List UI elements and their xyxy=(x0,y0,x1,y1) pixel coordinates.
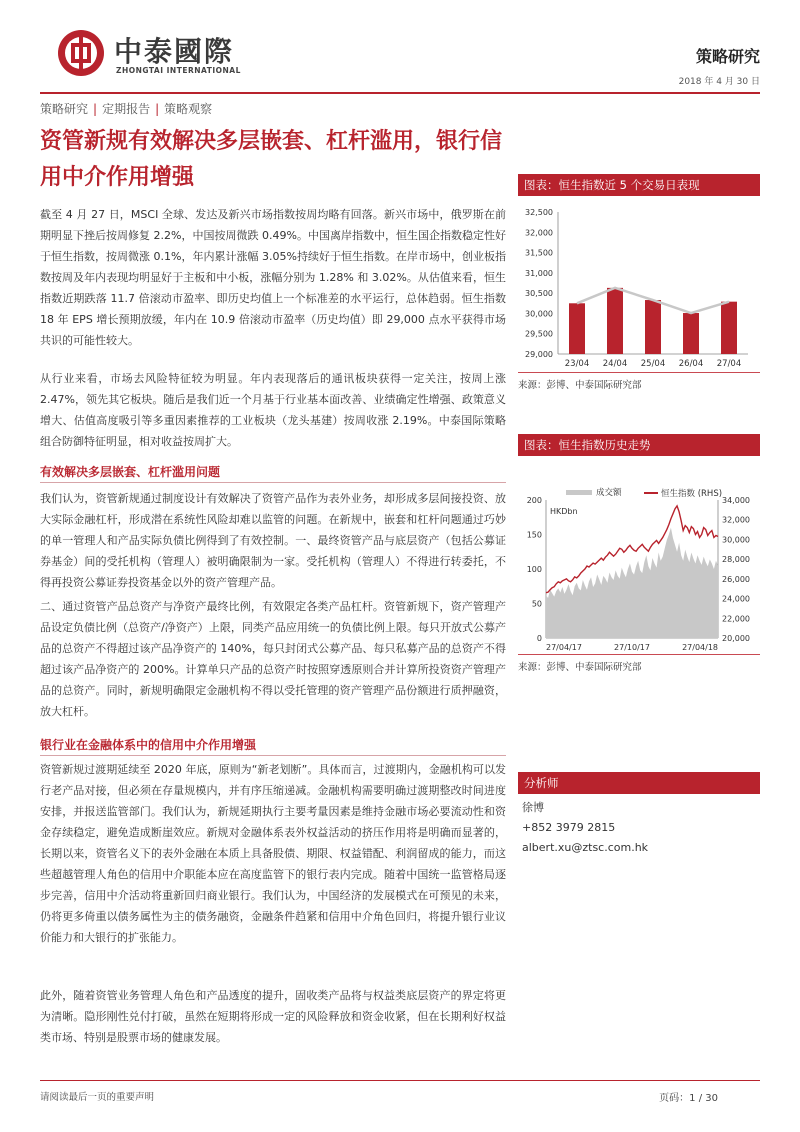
chart2-left-tick-label: 150 xyxy=(526,530,542,540)
chart1-y-tick-label: 32,000 xyxy=(525,228,553,238)
chart1-y-tick-label: 30,000 xyxy=(525,309,553,319)
chart2-source: 来源：彭博、中泰国际研究部 xyxy=(518,662,642,673)
chart1-heading: 图表：恒生指数近 5 个交易日表现 xyxy=(518,174,760,196)
footer-divider xyxy=(40,1080,760,1081)
chart1-y-tick-label: 30,500 xyxy=(525,289,553,299)
breadcrumb-separator: | xyxy=(155,102,160,116)
chart1-y-tick-label: 29,000 xyxy=(525,350,553,359)
analyst-name: 徐博 xyxy=(522,801,544,814)
chart1-bar xyxy=(569,303,585,354)
chart2-panel xyxy=(518,434,760,673)
chart1-panel xyxy=(518,174,760,391)
paragraph-nesting: 我们认为，资管新规通过制度设计有效解决了资管产品作为表外业务，却形成多层间接投资、放大实际金融杠杆，形成潜在系统性风险却难以监管的问题。在新规中，嵌套和杠杆问题通过巧妙的单一管理人和产品实际负债比例得到了有效控制。一、最终资管产品与底层资产（包括公募证券基金）间的受托机构（管理人）被明确限制为一家。受托机构（管理人）不得进行转委托，不得再投资公募证券投资基金以外的资产管理产品。 xyxy=(40,492,506,589)
chart2-right-tick-label: 20,000 xyxy=(722,634,750,643)
chart1-y-tick-label: 31,000 xyxy=(525,268,553,278)
paragraph-leverage-ratio: 二、通过资管产品总资产与净资产最终比例，有效限定各类产品杠杆。资管新规下，资产管理产品设定负债比例（总资产/净资产）上限，同类产品应用统一的负债比例上限。每只开放式公募产品的总资产不得超过该产品净资产的 140%，每只封闭式公募产品、每只私募产品的总资产不得超过该产品净资产的 200%。计算单只产品的总资产时按照穿透原则合并计算所投资资产管理产品的总资产。同时，新规明确限定金融机构不得以受托管理的资产管理产品份额进行质押融资，放大杠杆。 xyxy=(40,600,506,718)
chart2-right-tick-label: 22,000 xyxy=(722,614,750,624)
chart2-area-chart xyxy=(518,456,760,654)
chart1-bar xyxy=(721,302,737,354)
chart1-bar xyxy=(683,313,699,354)
chart1-x-tick-label: 26/04 xyxy=(678,359,704,369)
analyst-details xyxy=(518,794,760,858)
chart2-x-tick-label: 27/10/17 xyxy=(614,643,650,652)
paragraph-market-overview: 截至 4 月 27 日，MSCI 全球、发达及新兴市场指数按周均略有回落。新兴市场中，俄罗斯在前期明显下挫后按周修复 2.2%，中国按周微跌 0.49%。中国离岸指数中，恒生国企指数稳定性好于恒生指数，按周微涨 0.1%，年内累计涨幅 3.05%持续好于恒生指数。在岸市场中，创业板指数按周及年内表现均明显好于主板和中小板，涨幅分别为 1.28% 和 3.02%。从估值来看，恒生指数近期跌落 11.7 倍滚动市盈率、即历史均值上一个标准差的水平运行，总体趋弱。恒生指数 18 年 EPS 增长预期放缓，年内在 10.9 倍滚动市盈率（历史均值）即 29,000 点水平获得市场共识的可能性较大。 xyxy=(40,208,506,347)
footer-disclaimer: 请阅读最后一页的重要声明 xyxy=(40,1092,155,1103)
chart2-right-tick-label: 24,000 xyxy=(722,594,750,604)
chart2-x-tick-label: 27/04/17 xyxy=(546,643,582,652)
section-heading-underline xyxy=(40,755,506,756)
section-heading-leverage: 有效解决多层嵌套、杠杆滥用问题 xyxy=(40,465,221,479)
zhongtai-logo-icon xyxy=(56,28,106,78)
chart1-x-tick-label: 24/04 xyxy=(602,359,628,369)
analyst-heading: 分析师 xyxy=(518,772,760,794)
document-type: 策略研究 xyxy=(695,47,760,66)
chart1-bar-chart xyxy=(518,196,760,372)
chart1-y-tick-label: 31,500 xyxy=(525,248,553,258)
section-heading-bank-credit: 银行业在金融体系中的信用中介作用增强 xyxy=(40,738,257,752)
page-title: 资管新规有效解决多层嵌套、杠杆滥用，银行信用中介作用增强 xyxy=(40,129,503,190)
chart1-x-tick-label: 25/04 xyxy=(640,359,666,369)
chart1-source: 来源：彭博、中泰国际研究部 xyxy=(518,380,642,391)
breadcrumb-item: 策略研究 xyxy=(40,102,89,116)
page-header xyxy=(40,22,760,92)
chart2-x-tick-label: 27/04/18 xyxy=(682,643,718,652)
chart2-volume-area xyxy=(546,528,718,638)
document-date: 2018 年 4 月 30 日 xyxy=(678,77,760,87)
chart2-right-tick-label: 34,000 xyxy=(722,496,750,505)
chart1-bar xyxy=(607,288,623,354)
section-heading-underline xyxy=(40,482,506,483)
chart2-heading: 图表：恒生指数历史走势 xyxy=(518,434,760,456)
analyst-phone: +852 3979 2815 xyxy=(522,821,616,834)
breadcrumb-item: 定期报告 xyxy=(102,102,151,116)
analyst-email[interactable]: albert.xu@ztsc.com.hk xyxy=(522,841,649,854)
breadcrumb-separator: | xyxy=(93,102,98,116)
paragraph-outlook: 此外，随着资管业务管理人角色和产品透度的提升，固收类产品将与权益类底层资产的界定将更为清晰。隐形刚性兑付打破，虽然在短期将形成一定的风险释放和资金收紧，但在长期利好权益类市场、特别是股票市场的健康发展。 xyxy=(40,989,506,1044)
chart1-y-tick-label: 29,500 xyxy=(525,329,553,339)
chart2-divider xyxy=(518,654,760,655)
chart2-right-tick-label: 28,000 xyxy=(722,555,750,565)
chart2-legend-volume-swatch xyxy=(566,490,592,495)
chart2-right-tick-label: 32,000 xyxy=(722,515,750,525)
chart2-right-tick-label: 26,000 xyxy=(722,574,750,584)
analyst-panel xyxy=(518,772,760,858)
breadcrumb-item: 策略观察 xyxy=(164,102,213,116)
chart2-left-tick-label: 200 xyxy=(526,496,542,505)
logo-chinese-name: 中泰國際 xyxy=(114,35,235,68)
paragraph-sector-overview: 从行业来看，市场去风险特征较为明显。年内表现落后的通讯板块获得一定关注，按周上涨 2.47%，领先其它板块。随后是我们近一个月基于行业基本面改善、业绩确定性增强、政策意义增大、估值高度吸引等多重因素推荐的工业板块（龙头基建）按周收涨 2.19%。中泰国际策略组合防御特征明显，相对收益按周扩大。 xyxy=(40,372,506,448)
chart1-divider xyxy=(518,372,760,373)
chart2-left-tick-label: 0 xyxy=(536,634,542,643)
chart1-x-tick-label: 23/04 xyxy=(564,359,590,369)
footer-page-number: 页码：1 / 30 xyxy=(659,1093,718,1104)
logo-english-name: ZHONGTAI INTERNATIONAL xyxy=(116,66,241,75)
chart1-bar xyxy=(645,300,661,354)
chart2-left-tick-label: 50 xyxy=(531,599,542,609)
chart2-right-tick-label: 30,000 xyxy=(722,535,750,545)
chart2-left-unit-label: HKDbn xyxy=(550,507,578,516)
chart1-y-tick-label: 32,500 xyxy=(525,208,553,217)
chart2-left-tick-label: 100 xyxy=(526,565,542,574)
chart1-x-tick-label: 27/04 xyxy=(716,359,742,369)
chart2-legend-volume-label: 成交额 xyxy=(596,488,622,498)
paragraph-transition: 资管新规过渡期延续至 2020 年底，原则为“新老划断”。具体而言，过渡期内，金融机构可以发行老产品对接，但必须在存量规模内，并有序压缩递减。金融机构需要明确过渡期整改时间进度安排，并报送监管部门。我们认为，新规延期执行主要考量因素是维持金融市场必要流动性和资金存续稳定，避免造成断崖效应。新规对金融体系表外权益活动的挤压作用将是明确而显著的，长期以来，资管名义下的表外金融在本质上具备股债、期限、权益错配、利润留成的能力，而这些超越管理人角色的信用中介职能本应在高度监管下的银行表内完成。随着中国统一监管格局逐步完善，信用中介活动将重新回归商业银行。我们认为，中国经济的发展模式在可预见的未来，仍将更多倚重以债务属性为主的债务融资，金融条件趋紧和信用中介角色回归，将提升银行业议价能力和大银行的扩张能力。 xyxy=(40,763,506,944)
breadcrumb xyxy=(40,100,212,117)
chart2-legend-index-label: 恒生指数 (RHS) xyxy=(661,489,723,499)
header-divider xyxy=(40,92,760,94)
